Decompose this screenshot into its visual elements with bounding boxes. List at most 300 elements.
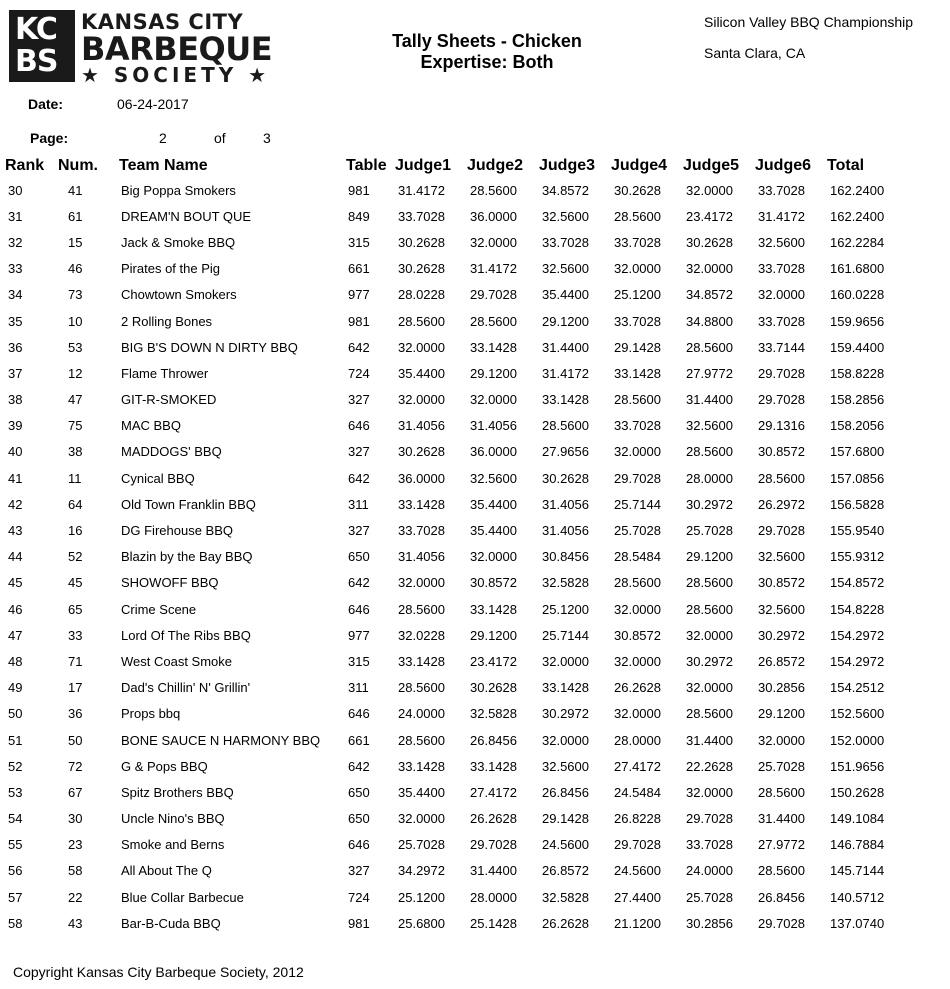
- cell-judge3: 33.1428: [542, 680, 589, 696]
- cell-judge1: 33.7028: [398, 208, 445, 224]
- cell-judge6: 29.7028: [758, 523, 805, 539]
- cell-total: 155.9312: [830, 549, 885, 565]
- cell-team-name: Lord Of The Ribs BBQ: [121, 627, 251, 643]
- copyright-footer: Copyright Kansas City Barbeque Society, 2012: [13, 964, 304, 980]
- cell-rank: 36: [8, 339, 23, 355]
- cell-table: 646: [348, 418, 370, 434]
- cell-judge6: 33.7028: [758, 261, 805, 277]
- cell-team-name: Bar-B-Cuda BBQ: [121, 915, 221, 931]
- cell-judge5: 32.0000: [686, 680, 733, 696]
- cell-judge5: 32.5600: [686, 418, 733, 434]
- cell-judge3: 26.2628: [542, 915, 589, 931]
- cell-judge6: 30.2856: [758, 680, 805, 696]
- cell-team-name: Old Town Franklin BBQ: [121, 496, 256, 512]
- cell-table: 315: [348, 234, 370, 250]
- cell-judge3: 33.7028: [542, 234, 589, 250]
- cell-judge2: 36.0000: [470, 444, 517, 460]
- cell-num: 67: [68, 784, 83, 800]
- tally-body: [5, 177, 900, 936]
- cell-judge6: 30.8572: [758, 444, 805, 460]
- cell-judge4: 32.0000: [614, 706, 661, 722]
- cell-judge1: 25.1200: [398, 889, 445, 905]
- cell-table: 981: [348, 313, 370, 329]
- cell-total: 158.2856: [830, 392, 885, 408]
- cell-rank: 46: [8, 601, 23, 617]
- cell-total: 151.9656: [830, 758, 885, 774]
- cell-judge3: 31.4056: [542, 496, 589, 512]
- cell-rank: 44: [8, 549, 23, 565]
- cell-judge5: 28.5600: [686, 601, 733, 617]
- cell-judge5: 25.7028: [686, 523, 733, 539]
- cell-table: 650: [348, 811, 370, 827]
- col-header-num: Num.: [58, 157, 98, 174]
- cell-judge1: 31.4056: [398, 549, 445, 565]
- cell-judge4: 21.1200: [614, 915, 661, 931]
- cell-num: 46: [68, 261, 83, 277]
- cell-judge5: 29.1200: [686, 549, 733, 565]
- cell-team-name: Dad's Chillin' N' Grillin': [121, 680, 251, 696]
- cell-table: 650: [348, 784, 370, 800]
- cell-judge5: 32.0000: [686, 627, 733, 643]
- cell-judge2: 27.4172: [470, 784, 517, 800]
- cell-judge2: 28.5600: [470, 182, 517, 198]
- cell-num: 75: [68, 418, 83, 434]
- cell-num: 61: [68, 208, 83, 224]
- cell-judge1: 33.1428: [398, 758, 445, 774]
- cell-judge6: 33.7028: [758, 313, 805, 329]
- cell-total: 137.0740: [830, 915, 885, 931]
- cell-judge1: 35.4400: [398, 784, 445, 800]
- cell-judge5: 27.9772: [686, 365, 733, 381]
- cell-judge4: 29.7028: [614, 837, 661, 853]
- table-row: [5, 439, 900, 465]
- cell-judge5: 22.2628: [686, 758, 733, 774]
- logo-line-kansas-city: KANSAS CITY: [81, 10, 244, 34]
- cell-judge1: 32.0228: [398, 627, 445, 643]
- table-row: [5, 910, 900, 936]
- cell-judge5: 28.0000: [686, 470, 733, 486]
- cell-total: 154.8228: [830, 601, 885, 617]
- page-total: 3: [263, 130, 271, 146]
- cell-rank: 32: [8, 234, 23, 250]
- cell-judge6: 29.7028: [758, 392, 805, 408]
- cell-total: 162.2400: [830, 182, 885, 198]
- cell-total: 154.8572: [830, 575, 885, 591]
- cell-judge2: 31.4172: [470, 261, 517, 277]
- cell-team-name: MAC BBQ: [121, 418, 181, 434]
- cell-judge1: 32.0000: [398, 339, 445, 355]
- cell-judge5: 28.5600: [686, 444, 733, 460]
- cell-total: 159.9656: [830, 313, 885, 329]
- cell-table: 327: [348, 392, 370, 408]
- col-header-rank: Rank: [5, 157, 45, 174]
- cell-rank: 31: [8, 208, 23, 224]
- cell-table: 646: [348, 706, 370, 722]
- cell-num: 12: [68, 365, 83, 381]
- cell-total: 162.2284: [830, 234, 885, 250]
- cell-judge1: 31.4056: [398, 418, 445, 434]
- cell-rank: 50: [8, 706, 23, 722]
- cell-total: 154.2972: [830, 627, 885, 643]
- date-label: Date:: [28, 96, 64, 112]
- cell-judge2: 26.2628: [470, 811, 517, 827]
- cell-total: 158.8228: [830, 365, 885, 381]
- cell-judge4: 32.0000: [614, 601, 661, 617]
- table-row: [5, 675, 900, 701]
- cell-judge5: 32.0000: [686, 182, 733, 198]
- cell-judge5: 30.2972: [686, 496, 733, 512]
- cell-judge1: 36.0000: [398, 470, 445, 486]
- cell-team-name: DREAM'N BOUT QUE: [121, 208, 252, 224]
- cell-judge5: 28.5600: [686, 339, 733, 355]
- cell-judge2: 32.5828: [470, 706, 517, 722]
- cell-table: 724: [348, 365, 370, 381]
- cell-total: 155.9540: [830, 523, 885, 539]
- cell-judge4: 26.2628: [614, 680, 661, 696]
- table-row: [5, 701, 900, 727]
- cell-judge2: 29.7028: [470, 287, 517, 303]
- cell-num: 58: [68, 863, 83, 879]
- table-row: [5, 544, 900, 570]
- table-row: [5, 282, 900, 308]
- cell-judge6: 30.2972: [758, 627, 805, 643]
- cell-judge6: 32.5600: [758, 234, 805, 250]
- cell-total: 157.0856: [830, 470, 885, 486]
- cell-judge1: 33.7028: [398, 523, 445, 539]
- cell-table: 646: [348, 837, 370, 853]
- cell-judge6: 25.7028: [758, 758, 805, 774]
- cell-team-name: MADDOGS' BBQ: [121, 444, 222, 460]
- cell-num: 38: [68, 444, 83, 460]
- cell-total: 146.7884: [830, 837, 885, 853]
- cell-judge2: 32.0000: [470, 549, 517, 565]
- cell-judge2: 28.5600: [470, 313, 517, 329]
- cell-judge3: 30.2972: [542, 706, 589, 722]
- logo-wordmark: [81, 10, 276, 86]
- cell-judge3: 29.1428: [542, 811, 589, 827]
- cell-judge5: 30.2972: [686, 653, 733, 669]
- col-header-judge2: Judge2: [467, 157, 524, 174]
- cell-judge2: 33.1428: [470, 601, 517, 617]
- cell-judge1: 32.0000: [398, 575, 445, 591]
- cell-judge3: 24.5600: [542, 837, 589, 853]
- table-row: [5, 622, 900, 648]
- cell-judge1: 33.1428: [398, 496, 445, 512]
- cell-judge5: 28.5600: [686, 575, 733, 591]
- cell-judge6: 29.1200: [758, 706, 805, 722]
- col-header-judge6: Judge6: [755, 157, 812, 174]
- table-row: [5, 203, 900, 229]
- cell-total: 154.2512: [830, 680, 885, 696]
- cell-judge2: 32.0000: [470, 392, 517, 408]
- col-header-table: Table: [346, 157, 387, 174]
- cell-judge6: 32.0000: [758, 287, 805, 303]
- cell-judge4: 32.0000: [614, 261, 661, 277]
- cell-judge5: 31.4400: [686, 392, 733, 408]
- cell-judge5: 34.8572: [686, 287, 733, 303]
- cell-num: 71: [68, 653, 83, 669]
- cell-judge3: 33.1428: [542, 392, 589, 408]
- col-header-judge3: Judge3: [539, 157, 596, 174]
- cell-judge4: 30.8572: [614, 627, 661, 643]
- cell-judge3: 32.5600: [542, 261, 589, 277]
- table-row: [5, 648, 900, 674]
- cell-team-name: BIG B'S DOWN N DIRTY BBQ: [121, 339, 298, 355]
- cell-team-name: Uncle Nino's BBQ: [121, 811, 225, 827]
- cell-judge3: 32.0000: [542, 653, 589, 669]
- title-expertise: Expertise: Both: [420, 52, 554, 72]
- cell-team-name: Pirates of the Pig: [121, 261, 220, 277]
- cell-total: 154.2972: [830, 653, 885, 669]
- cell-judge1: 28.5600: [398, 732, 445, 748]
- cell-team-name: Spitz Brothers BBQ: [121, 784, 234, 800]
- cell-total: 152.0000: [830, 732, 885, 748]
- cell-table: 981: [348, 915, 370, 931]
- cell-rank: 51: [8, 732, 23, 748]
- cell-judge2: 32.0000: [470, 234, 517, 250]
- col-header-judge5: Judge5: [683, 157, 740, 174]
- cell-rank: 38: [8, 392, 23, 408]
- cell-judge4: 33.1428: [614, 365, 661, 381]
- cell-judge2: 28.0000: [470, 889, 517, 905]
- logo-mark-kc: KC: [15, 12, 57, 47]
- page-current: 2: [159, 130, 167, 146]
- cell-team-name: Blue Collar Barbecue: [121, 889, 244, 905]
- cell-total: 150.2628: [830, 784, 885, 800]
- table-row: [5, 491, 900, 517]
- table-row: [5, 308, 900, 334]
- col-header-total: Total: [827, 157, 865, 174]
- cell-judge5: 29.7028: [686, 811, 733, 827]
- cell-total: 145.7144: [830, 863, 885, 879]
- cell-num: 33: [68, 627, 83, 643]
- cell-rank: 49: [8, 680, 23, 696]
- cell-team-name: 2 Rolling Bones: [121, 313, 213, 329]
- cell-rank: 55: [8, 837, 23, 853]
- cell-num: 47: [68, 392, 83, 408]
- cell-judge3: 28.5600: [542, 418, 589, 434]
- cell-rank: 54: [8, 811, 23, 827]
- col-header-judge4: Judge4: [611, 157, 668, 174]
- cell-rank: 40: [8, 444, 23, 460]
- cell-judge2: 29.7028: [470, 837, 517, 853]
- event-location: Santa Clara, CA: [704, 45, 806, 61]
- cell-table: 311: [348, 680, 369, 696]
- cell-rank: 35: [8, 313, 23, 329]
- cell-judge2: 30.2628: [470, 680, 517, 696]
- cell-judge1: 31.4172: [398, 182, 445, 198]
- cell-table: 311: [348, 496, 369, 512]
- cell-team-name: Big Poppa Smokers: [121, 182, 236, 198]
- cell-judge6: 33.7028: [758, 182, 805, 198]
- col-header-judge1: Judge1: [395, 157, 452, 174]
- page-row: [30, 130, 68, 146]
- cell-judge1: 28.5600: [398, 601, 445, 617]
- cell-team-name: SHOWOFF BBQ: [121, 575, 219, 591]
- cell-judge4: 26.8228: [614, 811, 661, 827]
- cell-rank: 58: [8, 915, 23, 931]
- cell-judge5: 24.0000: [686, 863, 733, 879]
- cell-team-name: West Coast Smoke: [121, 653, 233, 669]
- cell-judge2: 31.4400: [470, 863, 517, 879]
- cell-num: 22: [68, 889, 83, 905]
- cell-judge4: 28.5600: [614, 208, 661, 224]
- cell-team-name: All About The Q: [121, 863, 212, 879]
- cell-table: 315: [348, 653, 370, 669]
- cell-num: 36: [68, 706, 83, 722]
- cell-judge3: 35.4400: [542, 287, 589, 303]
- table-row: [5, 570, 900, 596]
- cell-judge6: 32.5600: [758, 549, 805, 565]
- cell-judge4: 29.1428: [614, 339, 661, 355]
- cell-judge5: 28.5600: [686, 706, 733, 722]
- cell-judge2: 35.4400: [470, 523, 517, 539]
- cell-total: 149.1084: [830, 811, 885, 827]
- tally-table: [5, 155, 900, 936]
- cell-table: 642: [348, 339, 370, 355]
- cell-judge2: 35.4400: [470, 496, 517, 512]
- cell-judge6: 27.9772: [758, 837, 805, 853]
- cell-team-name: DG Firehouse BBQ: [121, 523, 233, 539]
- cell-judge3: 32.0000: [542, 732, 589, 748]
- cell-total: 156.5828: [830, 496, 885, 512]
- cell-judge6: 26.8456: [758, 889, 805, 905]
- event-name: Silicon Valley BBQ Championship: [704, 14, 914, 30]
- cell-judge6: 29.7028: [758, 915, 805, 931]
- cell-judge3: 32.5600: [542, 758, 589, 774]
- page-of: of: [214, 130, 226, 146]
- cell-judge1: 28.5600: [398, 680, 445, 696]
- cell-judge1: 25.6800: [398, 915, 445, 931]
- cell-judge2: 29.1200: [470, 627, 517, 643]
- cell-judge3: 26.8572: [542, 863, 589, 879]
- table-row: [5, 727, 900, 753]
- cell-rank: 53: [8, 784, 23, 800]
- cell-judge4: 32.0000: [614, 653, 661, 669]
- cell-judge3: 27.9656: [542, 444, 589, 460]
- cell-judge6: 30.8572: [758, 575, 805, 591]
- cell-table: 642: [348, 758, 370, 774]
- cell-num: 73: [68, 287, 83, 303]
- cell-judge6: 28.5600: [758, 784, 805, 800]
- cell-judge6: 28.5600: [758, 863, 805, 879]
- cell-rank: 45: [8, 575, 23, 591]
- cell-judge3: 31.4172: [542, 365, 589, 381]
- cell-judge5: 32.0000: [686, 261, 733, 277]
- cell-total: 158.2056: [830, 418, 885, 434]
- event-info: [704, 13, 913, 75]
- title-category: Tally Sheets - Chicken: [392, 31, 582, 51]
- cell-judge3: 32.5600: [542, 208, 589, 224]
- cell-judge4: 33.7028: [614, 234, 661, 250]
- table-row: [5, 858, 900, 884]
- cell-judge5: 32.0000: [686, 784, 733, 800]
- cell-team-name: Jack & Smoke BBQ: [121, 234, 236, 250]
- cell-total: 140.5712: [830, 889, 885, 905]
- cell-team-name: Blazin by the Bay BBQ: [121, 549, 253, 565]
- cell-table: 849: [348, 208, 370, 224]
- cell-rank: 48: [8, 653, 23, 669]
- cell-num: 65: [68, 601, 83, 617]
- cell-rank: 37: [8, 365, 23, 381]
- cell-judge4: 33.7028: [614, 313, 661, 329]
- cell-table: 327: [348, 523, 370, 539]
- table-row: [5, 413, 900, 439]
- cell-judge5: 25.7028: [686, 889, 733, 905]
- cell-judge3: 34.8572: [542, 182, 589, 198]
- cell-table: 642: [348, 575, 370, 591]
- cell-num: 30: [68, 811, 83, 827]
- cell-table: 327: [348, 863, 370, 879]
- cell-table: 981: [348, 182, 370, 198]
- cell-table: 977: [348, 627, 370, 643]
- cell-judge3: 30.8456: [542, 549, 589, 565]
- cell-num: 43: [68, 915, 83, 931]
- cell-judge1: 30.2628: [398, 234, 445, 250]
- cell-judge1: 33.1428: [398, 653, 445, 669]
- cell-judge6: 26.8572: [758, 653, 805, 669]
- cell-team-name: Smoke and Berns: [121, 837, 225, 853]
- page-label: Page:: [30, 130, 69, 146]
- cell-judge2: 36.0000: [470, 208, 517, 224]
- table-row: [5, 360, 900, 386]
- cell-judge4: 24.5600: [614, 863, 661, 879]
- cell-num: 23: [68, 837, 83, 853]
- cell-rank: 56: [8, 863, 23, 879]
- cell-team-name: Flame Thrower: [121, 365, 209, 381]
- cell-judge2: 31.4056: [470, 418, 517, 434]
- table-row: [5, 256, 900, 282]
- cell-rank: 30: [8, 182, 23, 198]
- cell-rank: 52: [8, 758, 23, 774]
- cell-rank: 33: [8, 261, 23, 277]
- kcbs-logo-mark: [9, 10, 75, 82]
- cell-table: 977: [348, 287, 370, 303]
- cell-judge2: 25.1428: [470, 915, 517, 931]
- cell-judge4: 28.0000: [614, 732, 661, 748]
- cell-judge1: 30.2628: [398, 261, 445, 277]
- cell-judge1: 32.0000: [398, 811, 445, 827]
- cell-judge4: 28.5600: [614, 575, 661, 591]
- cell-judge3: 26.8456: [542, 784, 589, 800]
- cell-team-name: Crime Scene: [121, 601, 197, 617]
- table-row: [5, 517, 900, 543]
- cell-judge2: 33.1428: [470, 758, 517, 774]
- cell-num: 72: [68, 758, 83, 774]
- cell-judge4: 33.7028: [614, 418, 661, 434]
- cell-judge4: 27.4172: [614, 758, 661, 774]
- cell-judge6: 31.4400: [758, 811, 805, 827]
- cell-judge5: 31.4400: [686, 732, 733, 748]
- cell-judge4: 28.5600: [614, 392, 661, 408]
- table-row: [5, 229, 900, 255]
- cell-judge1: 35.4400: [398, 365, 445, 381]
- cell-judge5: 30.2856: [686, 915, 733, 931]
- table-row: [5, 832, 900, 858]
- cell-judge2: 26.8456: [470, 732, 517, 748]
- cell-judge3: 30.2628: [542, 470, 589, 486]
- cell-rank: 43: [8, 523, 23, 539]
- kcbs-logo: [9, 10, 274, 87]
- table-row: [5, 884, 900, 910]
- cell-judge4: 28.5484: [614, 549, 661, 565]
- cell-judge6: 33.7144: [758, 339, 805, 355]
- cell-total: 160.0228: [830, 287, 885, 303]
- cell-total: 162.2400: [830, 208, 885, 224]
- cell-table: 650: [348, 549, 370, 565]
- cell-rank: 34: [8, 287, 23, 303]
- table-row: [5, 465, 900, 491]
